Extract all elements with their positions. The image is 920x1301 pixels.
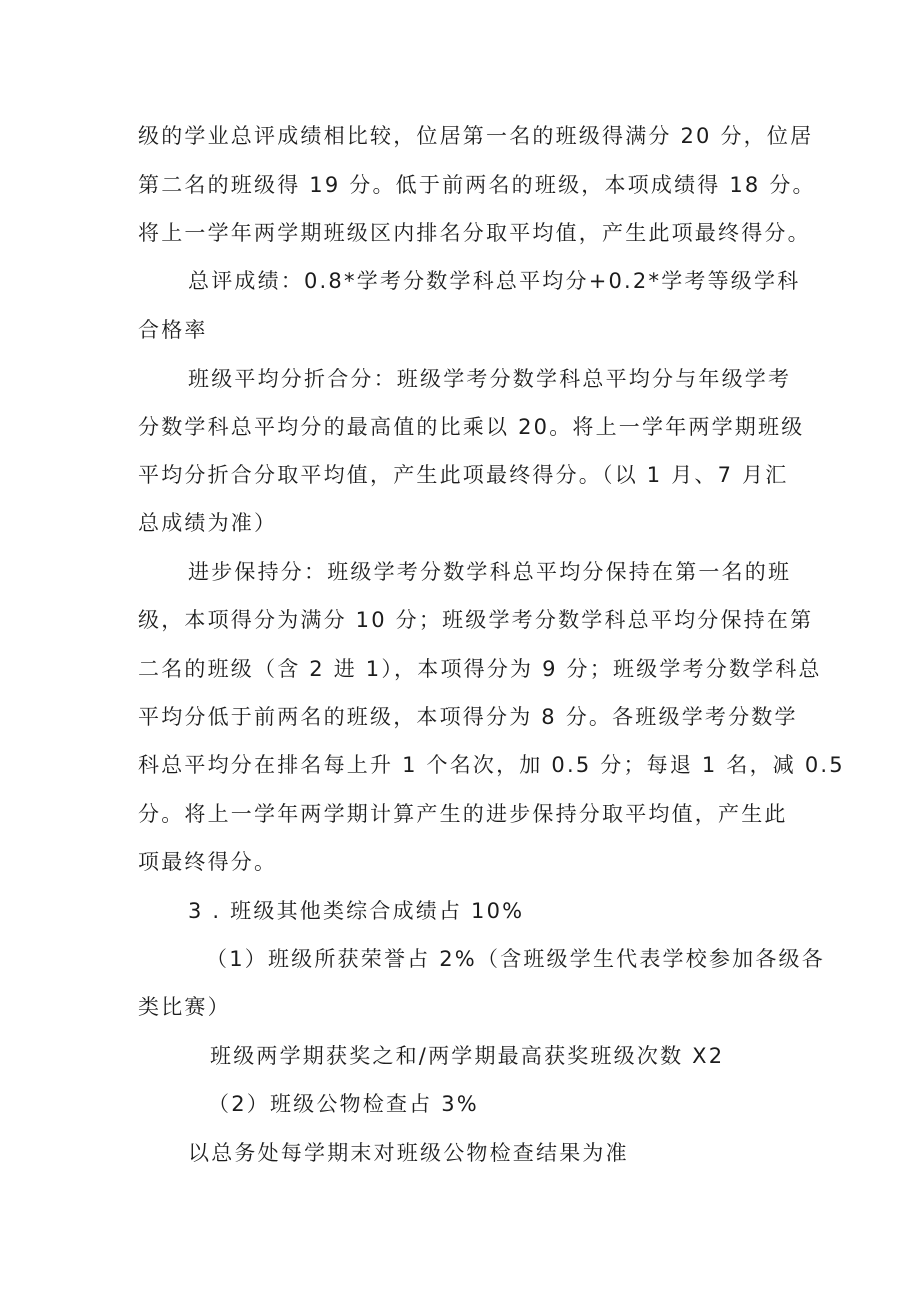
text-line: 二名的班级（含 2 进 1），本项得分为 9 分；班级学考分数学科总	[138, 657, 822, 681]
text-line: 分。将上一学年两学期计算产生的进步保持分取平均值，产生此	[138, 802, 788, 826]
text-line: 平均分低于前两名的班级，本项得分为 8 分。各班级学考分数学	[138, 705, 798, 729]
text-line: 级，本项得分为满分 10 分；班级学考分数学科总平均分保持在第	[138, 608, 814, 632]
text-line: 第二名的班级得 19 分。低于前两名的班级，本项成绩得 18 分。	[138, 173, 816, 197]
text-line: 总成绩为准）	[138, 511, 278, 535]
text-line: （2）班级公物检查占 3%	[208, 1092, 479, 1116]
text-line: 分数学科总平均分的最高值的比乘以 20。将上一学年两学期班级	[138, 415, 805, 439]
text-line: 平均分折合分取平均值，产生此项最终得分。（以 1 月、7 月汇	[138, 463, 789, 487]
text-line: 进步保持分：班级学考分数学科总平均分保持在第一名的班	[188, 560, 792, 584]
text-line: （1）班级所获荣誉占 2%（含班级学生代表学校参加各级各	[206, 947, 825, 971]
text-line: 项最终得分。	[138, 850, 278, 874]
text-line: 合格率	[138, 318, 208, 342]
text-line: 科总平均分在排名每上升 1 个名次，加 0.5 分；每退 1 名，减 0.5	[138, 753, 845, 777]
text-line: 班级平均分折合分：班级学考分数学科总平均分与年级学考	[188, 367, 792, 391]
text-line: 级的学业总评成绩相比较，位居第一名的班级得满分 20 分，位居	[138, 124, 814, 148]
section-heading: 3 . 班级其他类综合成绩占 10%	[188, 899, 525, 923]
text-line: 类比赛）	[138, 995, 231, 1019]
text-line: 以总务处每学期末对班级公物检查结果为准	[188, 1141, 629, 1165]
text-line: 将上一学年两学期班级区内排名分取平均值，产生此项最终得分。	[138, 221, 811, 245]
text-line: 总评成绩：0.8*学考分数学科总平均分+0.2*学考等级学科	[188, 269, 801, 293]
text-line: 班级两学期获奖之和/两学期最高获奖班级次数 X2	[210, 1044, 725, 1068]
